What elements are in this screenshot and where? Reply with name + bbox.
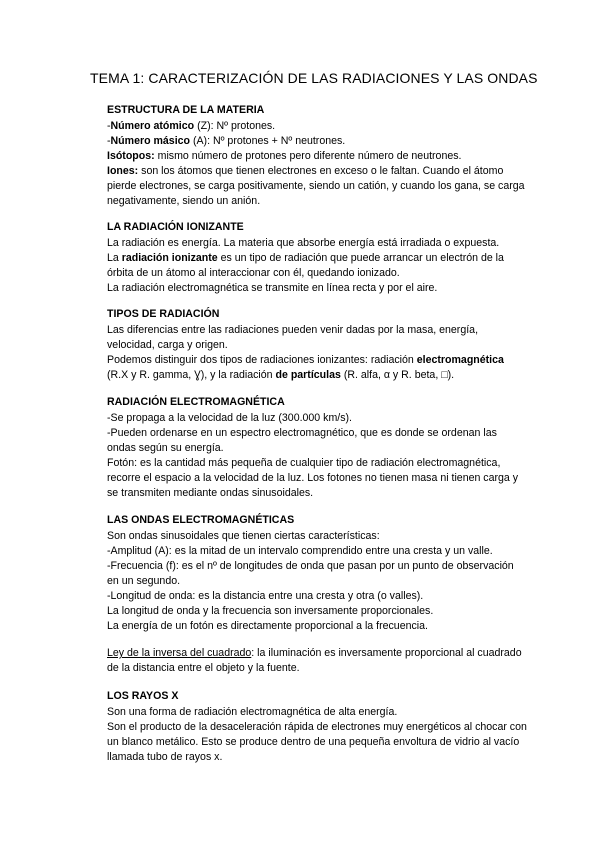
term: de partículas xyxy=(275,369,341,381)
term: Iones: xyxy=(107,165,139,177)
text: es un tipo de radiación que puede arrancar un electrón de la órbita de un átomo al interaccionar con él, quedando ionizado. xyxy=(107,252,504,279)
section-estructura-materia xyxy=(107,103,527,209)
section-tipos-radiacion xyxy=(107,307,527,383)
section-heading: RADIACIÓN ELECTROMAGNÉTICA xyxy=(107,396,285,408)
paragraph: Son una forma de radiación electromagnética de alta energía. xyxy=(107,706,398,718)
section-radiacion-electromagnetica xyxy=(107,395,527,501)
paragraph: Las diferencias entre las radiaciones pueden venir dadas por la masa, energía, velocidad, carga y origen. xyxy=(107,324,479,351)
paragraph: La radiación electromagnética se transmite en línea recta y por el aire. xyxy=(107,282,438,294)
paragraph xyxy=(107,134,527,149)
paragraph: -Pueden ordenarse en un espectro electromagnético, que es donde se ordenan las ondas según su energía. xyxy=(107,427,497,454)
paragraph: La radiación es energía. La materia que absorbe energía está irradiada o expuesta. xyxy=(107,237,500,249)
paragraph: Fotón: es la cantidad más pequeña de cualquier tipo de radiación electromagnética, recorre el espacio a la velocidad de la luz. Los fotones no tienen masa ni tienen carga y se transmiten mediante ondas sinusoidales. xyxy=(107,457,519,499)
section-heading: ESTRUCTURA DE LA MATERIA xyxy=(107,104,265,116)
term: Número másico xyxy=(110,135,191,147)
text: (A): Nº protones + Nº neutrones. xyxy=(190,135,346,147)
text: La xyxy=(107,252,122,264)
paragraph xyxy=(107,646,527,676)
paragraph xyxy=(107,119,527,134)
paragraph: -Longitud de onda: es la distancia entre una cresta y otra (o valles). xyxy=(107,590,424,602)
term: electromagnética xyxy=(416,354,504,366)
section-heading: LA RADIACIÓN IONIZANTE xyxy=(107,221,244,233)
section-ondas-electromagneticas xyxy=(107,513,527,634)
paragraph xyxy=(107,149,527,164)
text: son los átomos que tienen electrones en exceso o le faltan. Cuando el átomo pierde electrones, se carga positivamente, siendo un catión, y cuando los gana, se carga negativamente, siendo un anión. xyxy=(107,165,525,207)
section-heading: LOS RAYOS X xyxy=(107,690,179,702)
paragraph: Son ondas sinusoidales que tienen ciertas características: xyxy=(107,530,380,542)
paragraph xyxy=(107,164,527,209)
text: (R. alfa, α y R. beta, □). xyxy=(340,369,455,381)
text: Podemos distinguir dos tipos de radiaciones ionizantes: radiación xyxy=(107,354,417,366)
text: - xyxy=(107,120,111,132)
text: (R.X y R. gamma, Ɣ), y la radiación xyxy=(107,369,276,381)
text: mismo número de protones pero diferente número de neutrones. xyxy=(154,150,462,162)
paragraph: -Frecuencia (f): es el nº de longitudes de onda que pasan por un punto de observación en un segundo. xyxy=(107,560,514,587)
section-radiacion-ionizante xyxy=(107,220,527,296)
text: : la iluminación es inversamente proporcional al cuadrado de la distancia entre el objeto y la fuente. xyxy=(107,647,522,674)
section-heading: TIPOS DE RADIACIÓN xyxy=(107,308,220,320)
paragraph: -Amplitud (A): es la mitad de un intervalo comprendido entre una cresta y un valle. xyxy=(107,545,493,557)
law-term: Ley de la inversa del cuadrado xyxy=(107,647,252,659)
document-title: TEMA 1: CARACTERIZACIÓN DE LAS RADIACIONES Y LAS ONDAS xyxy=(90,70,538,86)
paragraph: Son el producto de la desaceleración rápida de electrones muy energéticos al chocar con un blanco metálico. Esto se produce dentro de una pequeña envoltura de vidrio al vacío llamada tubo de rayos x. xyxy=(107,721,527,763)
section-ley-inversa-cuadrado xyxy=(107,646,527,676)
paragraph: La energía de un fotón es directamente proporcional a la frecuencia. xyxy=(107,620,428,632)
paragraph: -Se propaga a la velocidad de la luz (300.000 km/s). xyxy=(107,412,352,424)
paragraph xyxy=(107,353,527,383)
paragraph xyxy=(107,251,527,281)
text: - xyxy=(107,135,111,147)
section-heading: LAS ONDAS ELECTROMAGNÉTICAS xyxy=(107,514,295,526)
text: (Z): Nº protones. xyxy=(194,120,276,132)
term: radiación ionizante xyxy=(121,252,218,264)
term: Isótopos: xyxy=(107,150,155,162)
paragraph: La longitud de onda y la frecuencia son inversamente proporcionales. xyxy=(107,605,434,617)
term: Número atómico xyxy=(110,120,195,132)
section-rayos-x xyxy=(107,689,527,765)
